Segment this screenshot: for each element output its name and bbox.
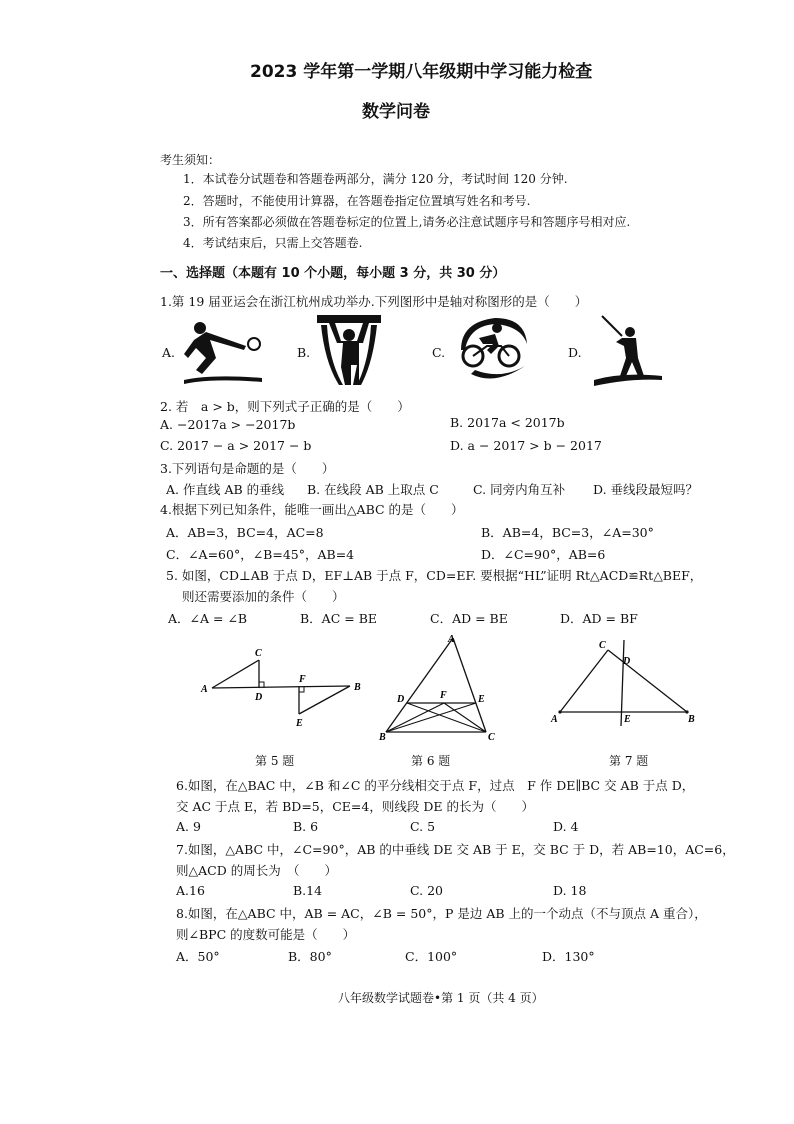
q2-option-b: B. 2017a < 2017b <box>450 415 565 430</box>
question-3-stem: 3.下列语句是命题的是（ ） <box>160 461 335 476</box>
question-6-stem: 6.如图，在△BAC 中，∠B 和∠C 的平分线相交于点 F，过点 F 作 DE∥BC 交 AB 于点 D， <box>176 778 695 793</box>
q1-option-d: D. <box>568 345 582 360</box>
q5-option-a: A．∠A = ∠B <box>168 611 248 626</box>
q2-option-c: C. 2017 − a > 2017 − b <box>160 438 312 453</box>
fig6-label-a: A <box>448 634 455 645</box>
fig7-label-e: E <box>624 714 631 725</box>
cycling-pictogram-icon <box>451 316 531 384</box>
question-4-stem: 4.根据下列已知条件，能唯一画出△ABC 的是（ ） <box>160 502 464 517</box>
notice-heading: 考生须知： <box>160 153 221 167</box>
figure-7-diagram <box>547 636 697 728</box>
notice-item: 1．本试卷分试题卷和答题卷两部分，满分 120 分，考试时间 120 分钟. <box>183 172 568 186</box>
q3-option-d: D. 垂线段最短吗？ <box>593 482 699 497</box>
question-2-stem: 2. 若 a > b，则下列式子正确的是（ ） <box>160 399 410 414</box>
q1-option-a: A. <box>162 345 176 360</box>
fig5-label-c: C <box>255 648 262 659</box>
fig6-label-b: B <box>379 732 386 743</box>
q8-option-c: C．100° <box>405 949 458 964</box>
question-8-stem-cont: 则∠BPC 的度数可能是（ ） <box>176 927 356 942</box>
q4-option-a: A．AB=3，BC=4，AC=8 <box>166 525 324 540</box>
fig5-label-f: F <box>299 674 306 685</box>
q6-option-a: A. 9 <box>176 819 201 834</box>
figure-5-diagram <box>198 640 368 730</box>
q7-option-b: B.14 <box>293 883 323 898</box>
q7-option-c: C. 20 <box>410 883 443 898</box>
q1-option-c: C. <box>432 345 446 360</box>
q6-option-c: C. 5 <box>410 819 436 834</box>
figure-6-caption: 第 6 题 <box>411 754 451 768</box>
weightlifting-pictogram-icon <box>317 313 381 387</box>
fig7-label-b: B <box>688 714 695 725</box>
fig6-label-f: F <box>440 690 447 701</box>
question-7-stem-cont: 则△ACD 的周长为 （ ） <box>176 863 337 878</box>
q7-option-a: A.16 <box>176 883 205 898</box>
section-heading: 一、选择题（本题有 10 个小题，每小题 3 分，共 30 分） <box>160 266 506 281</box>
q2-option-a: A. −2017a > −2017b <box>160 417 296 432</box>
q6-option-d: D. 4 <box>553 819 579 834</box>
question-6-stem-cont: 交 AC 于点 E，若 BD=5，CE=4，则线段 DE 的长为（ ） <box>176 799 534 814</box>
fig7-label-d: D <box>623 656 631 667</box>
q8-option-d: D．130° <box>542 949 595 964</box>
q5-option-d: D．AD = BF <box>560 611 638 626</box>
fig7-label-c: C <box>599 640 606 651</box>
question-1-stem: 1.第 19 届亚运会在浙江杭州成功举办.下列图形中是轴对称图形的是（ ） <box>160 294 588 309</box>
question-5-stem-cont: 则还需要添加的条件（ ） <box>182 589 345 604</box>
fig6-label-c: C <box>488 732 495 743</box>
handball-pictogram-icon <box>182 318 264 388</box>
golf-pictogram-icon <box>592 314 664 388</box>
question-8-stem: 8.如图，在△ABC 中，AB = AC，∠B = 50°，P 是边 AB 上的一个动点（不与顶点 A 重合）， <box>176 906 707 921</box>
q1-option-b: B. <box>297 345 311 360</box>
q3-option-c: C. 同旁内角互补 <box>473 482 566 497</box>
fig5-label-b: B <box>354 682 361 693</box>
notice-item: 4．考试结束后，只需上交答题卷. <box>183 236 363 250</box>
q5-option-c: C．AD = BE <box>430 611 508 626</box>
fig5-label-a: A <box>201 684 208 695</box>
notice-item: 2．答题时，不能使用计算器，在答题卷指定位置填写姓名和考号. <box>183 194 531 208</box>
paper-subtitle: 数学问卷 <box>362 102 430 122</box>
figure-5-caption: 第 5 题 <box>255 754 295 768</box>
notice-item: 3．所有答案都必须做在答题卷标定的位置上,请务必注意试题序号和答题序号相对应. <box>183 215 631 229</box>
fig5-label-e: E <box>296 718 303 729</box>
figure-6-diagram <box>372 632 502 744</box>
exam-title: 2023 学年第一学期八年级期中学习能力检查 <box>250 62 593 82</box>
q6-option-b: B. 6 <box>293 819 319 834</box>
q3-option-a: A. 作直线 AB 的垂线 <box>166 482 285 497</box>
q4-option-d: D．∠C=90°，AB=6 <box>481 547 606 562</box>
page-footer: 八年级数学试题卷•第 1 页（共 4 页） <box>338 991 544 1005</box>
q7-option-d: D. 18 <box>553 883 587 898</box>
question-5-stem: 5. 如图，CD⊥AB 于点 D，EF⊥AB 于点 F，CD=EF. 要根据“HL”证明 Rt△ACD≌Rt△BEF， <box>166 568 703 583</box>
q8-option-b: B．80° <box>288 949 332 964</box>
figure-7-caption: 第 7 题 <box>609 754 649 768</box>
q5-option-b: B．AC = BE <box>300 611 378 626</box>
q3-option-b: B. 在线段 AB 上取点 C <box>307 482 439 497</box>
fig7-label-a: A <box>551 714 558 725</box>
fig6-label-d: D <box>397 694 405 705</box>
fig5-label-d: D <box>255 692 263 703</box>
question-7-stem: 7.如图，△ABC 中，∠C=90°，AB 的中垂线 DE 交 AB 于 E，交 BC 于 D，若 AB=10，AC=6， <box>176 842 735 857</box>
fig6-label-e: E <box>478 694 485 705</box>
q4-option-b: B．AB=4，BC=3，∠A=30° <box>481 525 654 540</box>
q8-option-a: A．50° <box>176 949 220 964</box>
q4-option-c: C．∠A=60°，∠B=45°，AB=4 <box>166 547 355 562</box>
q2-option-d: D. a − 2017 > b − 2017 <box>450 438 602 453</box>
